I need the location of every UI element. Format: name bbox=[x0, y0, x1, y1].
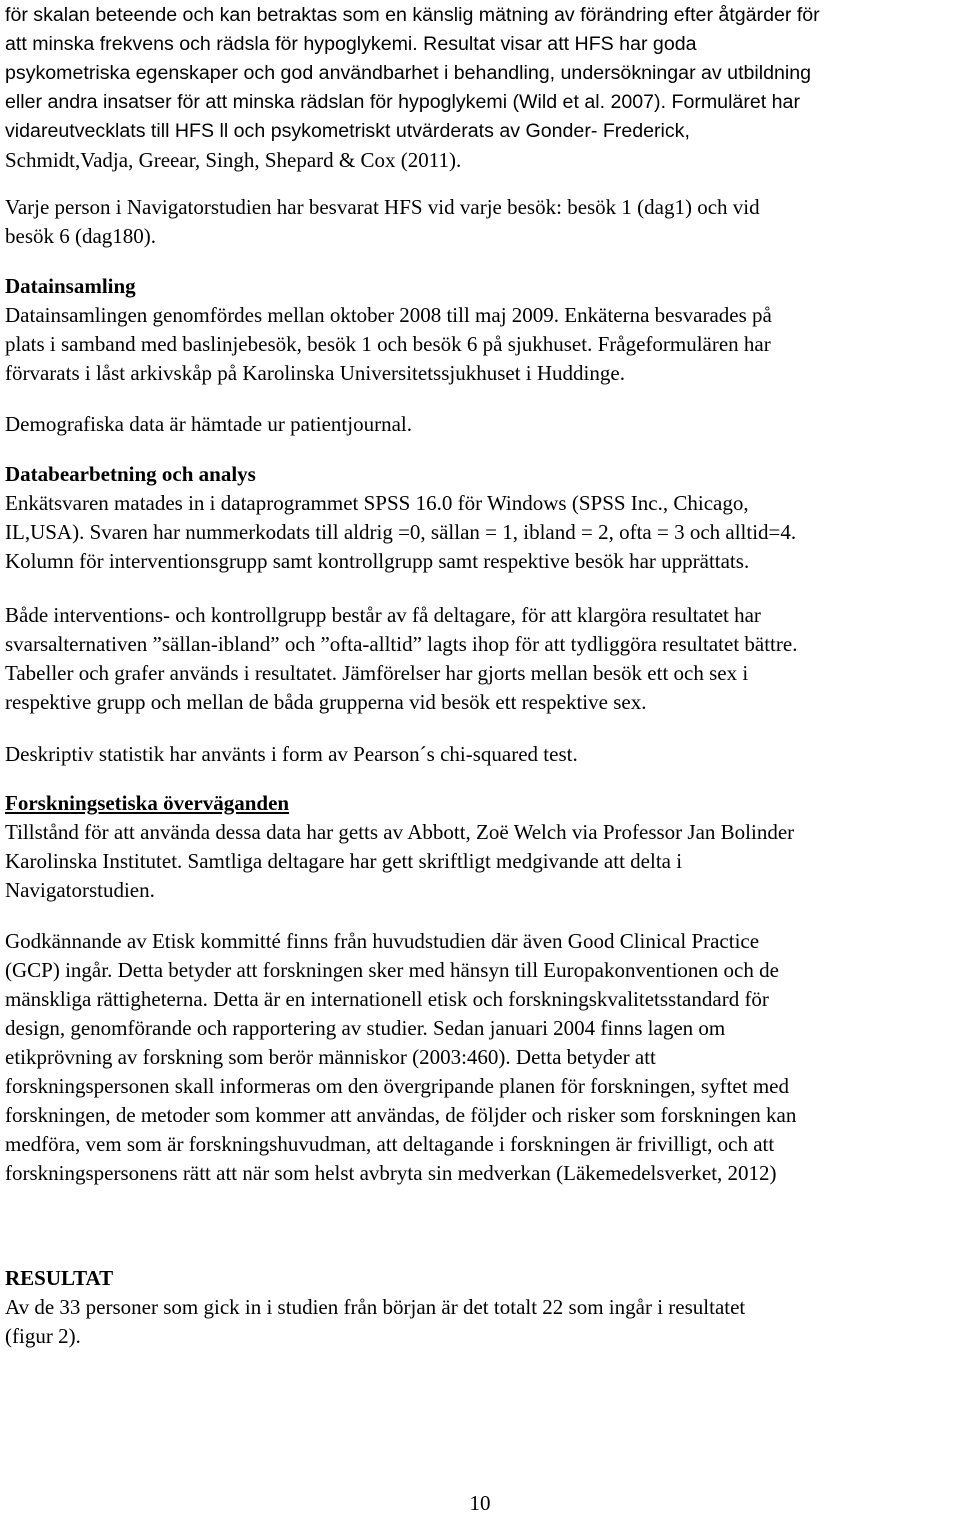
text-line: förvarats i låst arkivskåp på Karolinska Universitetssjukhuset i Huddinge. bbox=[5, 361, 625, 385]
text-line: Enkätsvaren matades in i dataprogrammet SPSS 16.0 för Windows (SPSS Inc., Chicago, bbox=[5, 491, 749, 515]
text-line: Varje person i Navigatorstudien har besvarat HFS vid varje besök: besök 1 (dag1) och vid bbox=[5, 195, 760, 219]
text-line: plats i samband med baslinjebesök, besök 1 och besök 6 på sjukhuset. Frågeformulären har bbox=[5, 332, 771, 356]
text-line: Både interventions- och kontrollgrupp består av få deltagare, för att klargöra resultatet har bbox=[5, 603, 761, 627]
text-line: Karolinska Institutet. Samtliga deltagare har gett skriftligt medgivande att delta i bbox=[5, 849, 683, 873]
text-line: psykometriska egenskaper och god användbarhet i behandling, undersökningar av utbildning bbox=[5, 62, 812, 84]
text-line: (GCP) ingår. Detta betyder att forskningen sker med hänsyn till Europakonventionen och de bbox=[5, 958, 779, 982]
navigator-paragraph bbox=[5, 193, 960, 251]
text-line: för skalan beteende och kan betraktas som en känslig mätning av förändring efter åtgärder för bbox=[5, 4, 820, 26]
text-line: Tabeller och grafer används i resultatet. Jämförelser har gjorts mellan besök ett och sex i bbox=[5, 661, 749, 685]
text-line: (figur 2). bbox=[5, 1324, 81, 1348]
text-line: svarsalternativen ”sällan-ibland” och ”ofta-alltid” lagts ihop för att tydliggöra resultatet bättre. bbox=[5, 632, 798, 656]
page-number: 10 bbox=[469, 1491, 491, 1515]
intro-paragraph bbox=[5, 1, 960, 175]
text-line: respektive grupp och mellan de båda grupperna vid besök ett respektive sex. bbox=[5, 690, 647, 714]
resultat-section bbox=[5, 1264, 960, 1351]
demografi-paragraph bbox=[5, 410, 960, 439]
godkannande-paragraph bbox=[5, 927, 960, 1188]
text-line: forskningspersonens rätt att när som helst avbryta sin medverkan (Läkemedelsverket, 2012) bbox=[5, 1161, 777, 1185]
text-line: Kolumn för interventionsgrupp samt kontrollgrupp samt respektive besök har upprättats. bbox=[5, 549, 750, 573]
text-line: Av de 33 personer som gick in i studien från början är det totalt 22 som ingår i resultatet bbox=[5, 1295, 746, 1319]
section-heading-databearbetning: Databearbetning och analys bbox=[5, 462, 256, 486]
text-line: Godkännande av Etisk kommitté finns från huvudstudien där även Good Clinical Practice bbox=[5, 929, 760, 953]
text-line: besök 6 (dag180). bbox=[5, 224, 157, 248]
databearbetning-section bbox=[5, 460, 960, 576]
section-heading-resultat: RESULTAT bbox=[5, 1266, 114, 1290]
text-line: Tillstånd för att använda dessa data har getts av Abbott, Zoë Welch via Professor Jan Bolinder bbox=[5, 820, 795, 844]
text-line: forskningspersonen skall informeras om den övergripande planen för forskningen, syftet med bbox=[5, 1074, 789, 1098]
deskriptiv-paragraph bbox=[5, 740, 960, 769]
text-line: Demografiska data är hämtade ur patientjournal. bbox=[5, 412, 412, 436]
text-line: vidareutvecklats till HFS ll och psykometriskt utvärderats av Gonder- Frederick, bbox=[5, 120, 690, 142]
text-line: design, genomförande och rapportering av studier. Sedan januari 2004 finns lagen om bbox=[5, 1016, 726, 1040]
text-line: Navigatorstudien. bbox=[5, 878, 155, 902]
text-line: Datainsamlingen genomfördes mellan oktober 2008 till maj 2009. Enkäterna besvarades på bbox=[5, 303, 772, 327]
datainsamling-section bbox=[5, 272, 960, 388]
text-line: forskningen, de metoder som kommer att användas, de följder och risker som forskningen kan bbox=[5, 1103, 797, 1127]
text-line: mänskliga rättigheterna. Detta är en internationell etisk och forskningskvalitetsstandard för bbox=[5, 987, 769, 1011]
text-line: Schmidt,Vadja, Greear, Singh, Shepard & Cox (2011). bbox=[5, 148, 462, 172]
text-line: etikprövning av forskning som berör människor (2003:460). Detta betyder att bbox=[5, 1045, 656, 1069]
section-heading-forskningsetiska: Forskningsetiska överväganden bbox=[5, 791, 290, 815]
forskningsetiska-section bbox=[5, 789, 960, 905]
text-line: Deskriptiv statistik har använts i form av Pearson´s chi-squared test. bbox=[5, 742, 578, 766]
text-line: medföra, vem som är forskningshuvudman, att deltagande i forskningen är frivilligt, och att bbox=[5, 1132, 775, 1156]
text-line: IL,USA). Svaren har nummerkodats till aldrig =0, sällan = 1, ibland = 2, ofta = 3 och alltid=4. bbox=[5, 520, 797, 544]
text-line: att minska frekvens och rädsla för hypoglykemi. Resultat visar att HFS har goda bbox=[5, 33, 697, 55]
section-heading-datainsamling: Datainsamling bbox=[5, 274, 136, 298]
text-line: eller andra insatser för att minska rädslan för hypoglykemi (Wild et al. 2007). Formuläret har bbox=[5, 91, 800, 113]
grupper-paragraph bbox=[5, 601, 960, 717]
